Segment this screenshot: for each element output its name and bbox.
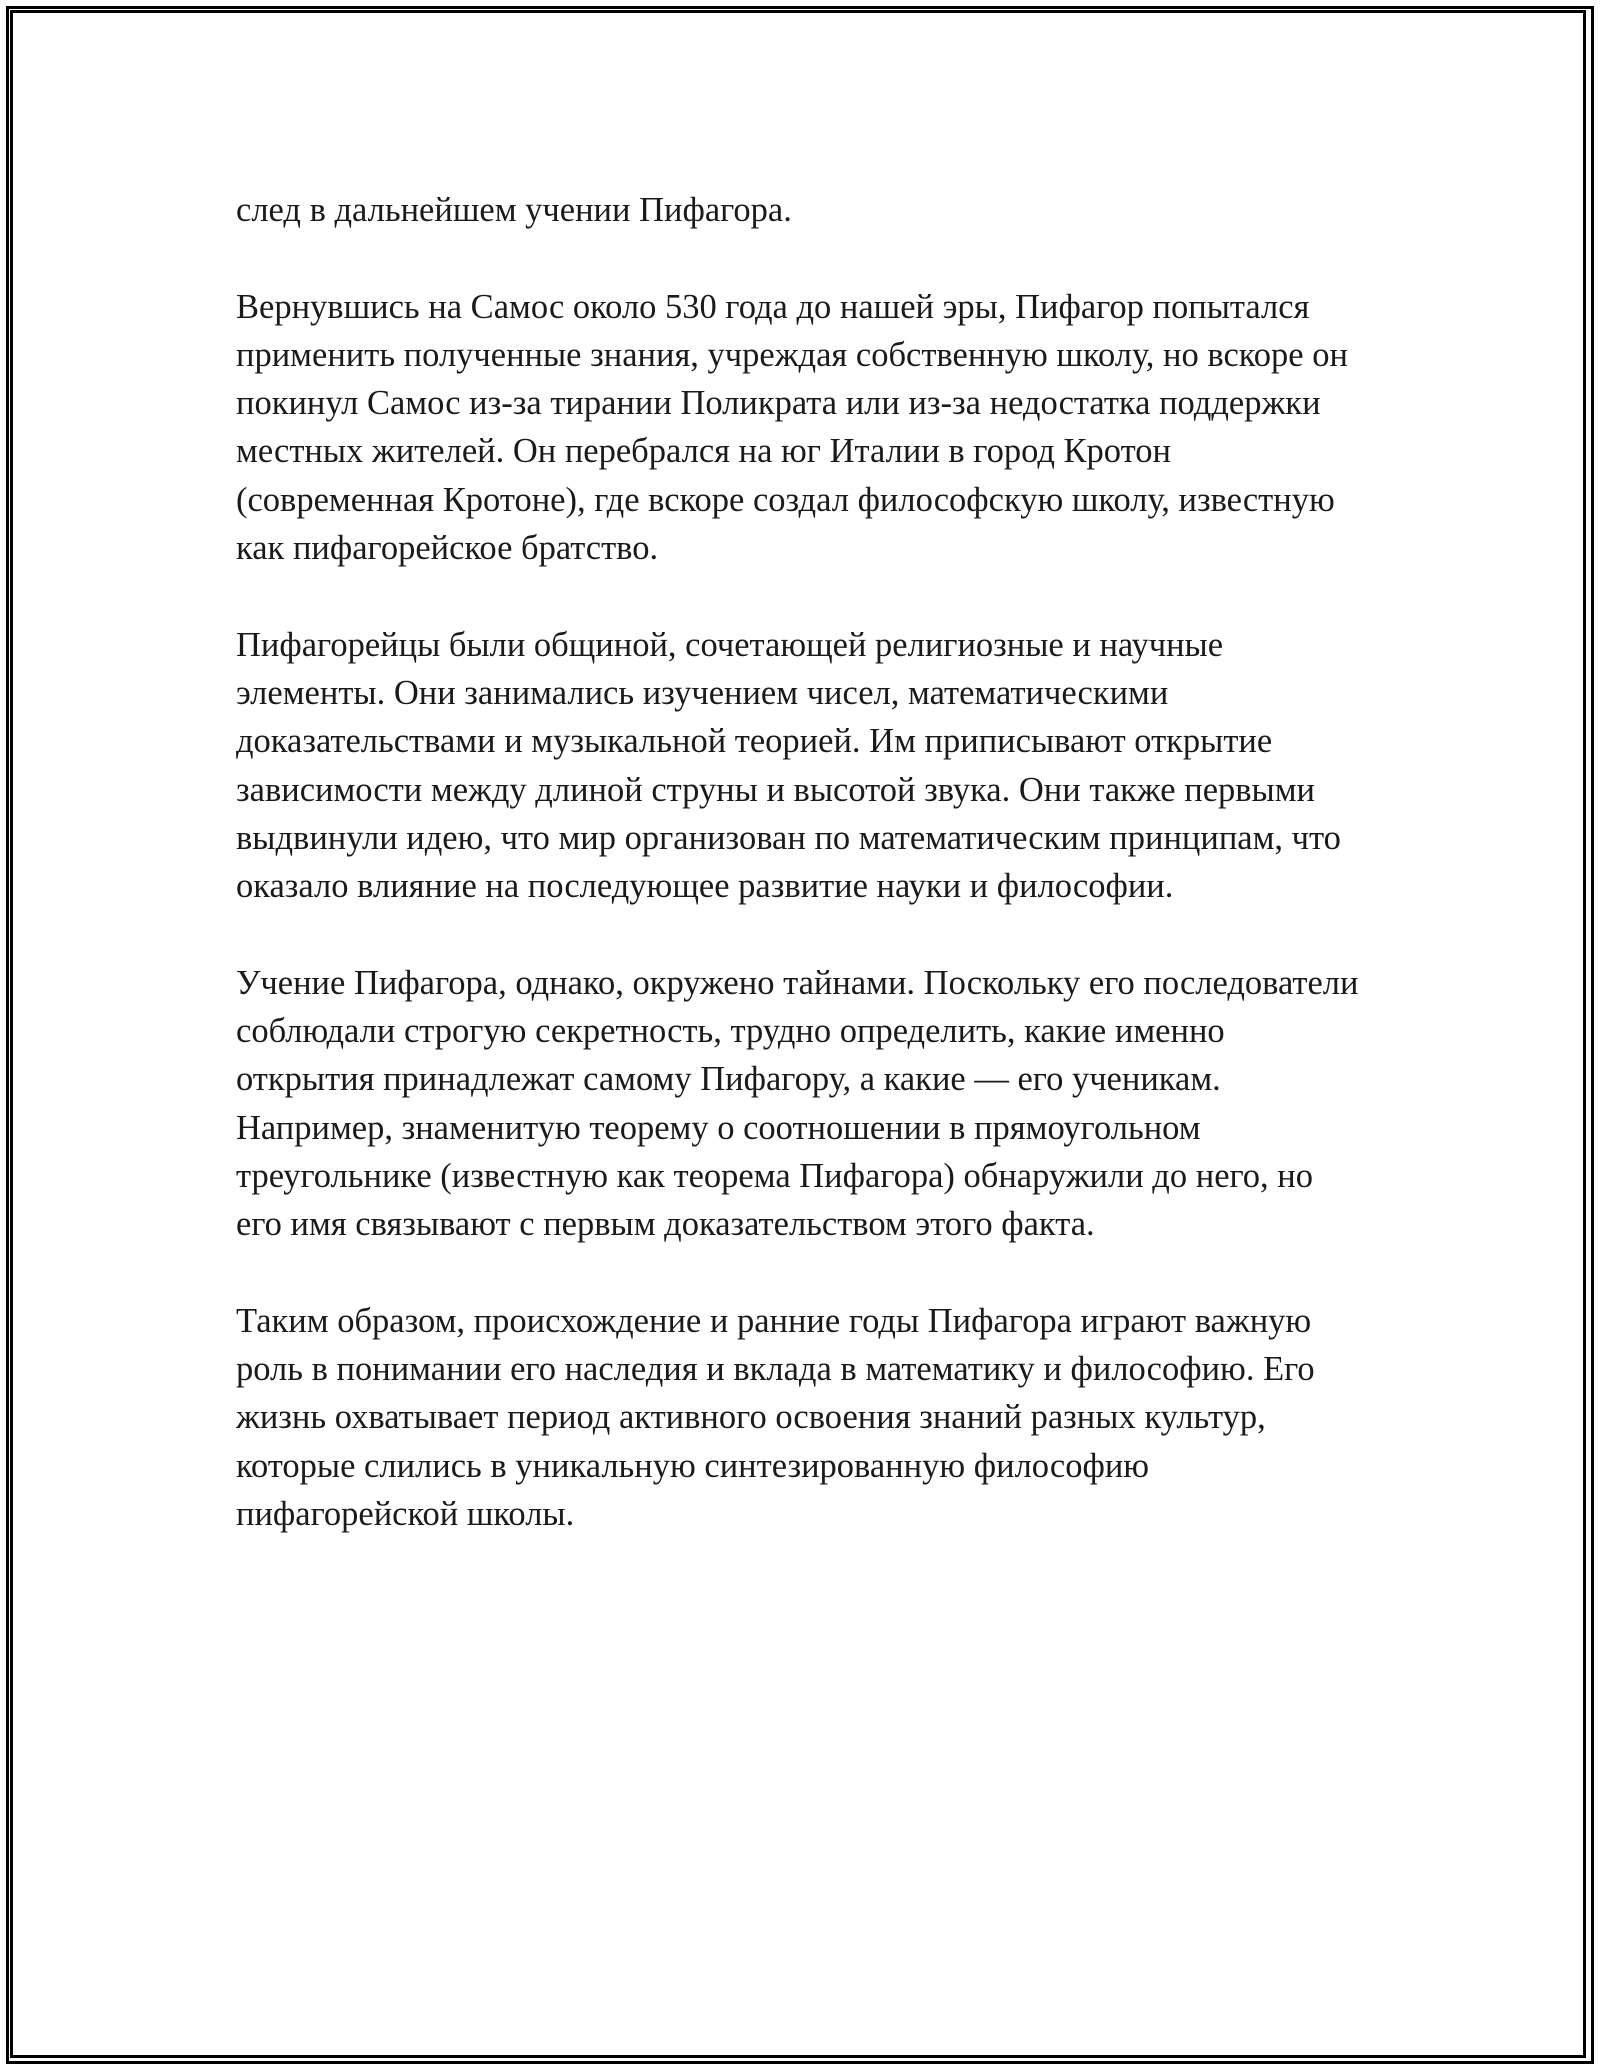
paragraph-3: Пифагорейцы были общиной, сочетающей религиозные и научные элементы. Они занимались изучением чисел, математическими доказательствами и музыкальной теорией. Им приписывают открытие зависимости между длиной струны и высотой звука. Они также первыми выдвинули идею, что мир организован по математическим принципам, что оказало влияние на последующее развитие науки и философии. [236,625,1341,906]
paragraph-5: Таким образом, происхождение и ранние годы Пифагора играют важную роль в понимании его наследия и вклада в математику и философию. Его жизнь охватывает период активного освоения знаний разных культур, которые слились в уникальную синтезированную философию пифагорейской школы. [236,1301,1315,1534]
document-text [236,186,1366,1587]
paragraph-2: Вернувшись на Самос около 530 года до нашей эры, Пифагор попытался применить полученные знания, учреждая собственную школу, но вскоре он покинул Самос из-за тирании Поликрата или из-за недостатка поддержки местных жителей. Он перебрался на юг Италии в город Кротон (современная Кротоне), где вскоре создал философскую школу, известную как пифагорейское братство. [236,287,1348,568]
paragraph-4: Учение Пифагора, однако, окружено тайнами. Поскольку его последователи соблюдали строгую секретность, трудно определить, какие именно открытия принадлежат самому Пифагору, а какие — его ученикам. Например, знаменитую теорему о соотношении в прямоугольном треугольнике (известную как теорема Пифагора) обнаружили до него, но его имя связывают с первым доказательством этого факта. [236,963,1359,1244]
paragraph-1: след в дальнейшем учении Пифагора. [236,191,792,229]
